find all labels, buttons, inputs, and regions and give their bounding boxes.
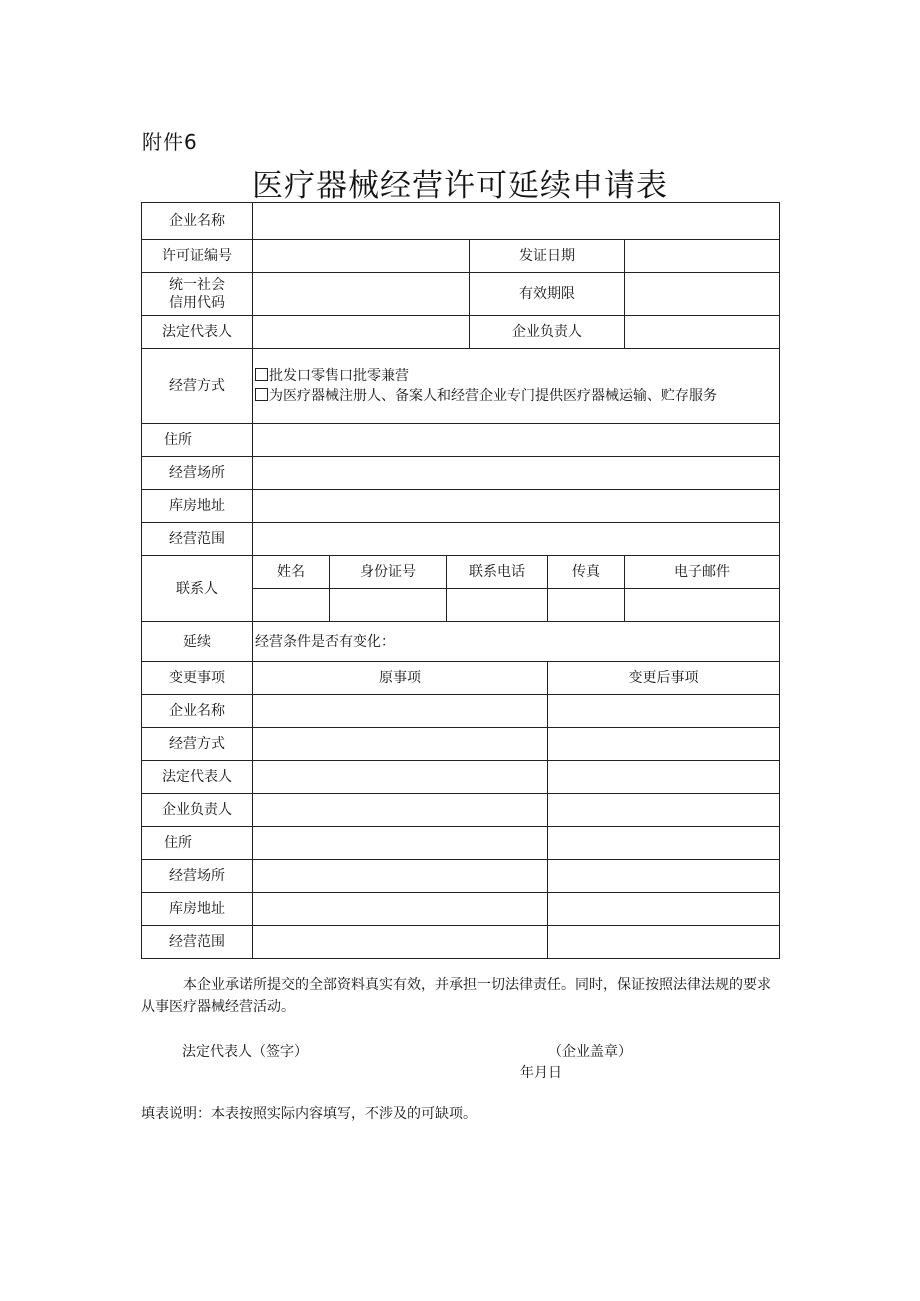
change-row (142, 827, 780, 860)
input-license-no[interactable] (253, 240, 470, 273)
change-new-business-premises[interactable] (548, 860, 780, 893)
input-residence[interactable] (253, 424, 780, 457)
pledge-statement: 本企业承诺所提交的全部资料真实有效，并承担一切法律责任。同时，保证按照法律法规的要求从事医疗器械经营活动。 (141, 977, 771, 1015)
row-legal-rep (142, 316, 780, 349)
change-row (142, 761, 780, 794)
change-new-person-in-charge[interactable] (548, 794, 780, 827)
renewal-question[interactable]: 经营条件是否有变化： (253, 622, 780, 662)
input-business-scope[interactable] (253, 523, 780, 556)
contact-header-fax: 传真 (548, 556, 625, 589)
row-business-mode (142, 349, 780, 424)
row-change-headers (142, 662, 780, 695)
contact-header-email: 电子邮件 (625, 556, 780, 589)
change-original-legal-rep[interactable] (253, 761, 548, 794)
label-change-item: 变更事项 (142, 662, 253, 695)
change-label-warehouse-address: 库房地址 (142, 893, 253, 926)
signature-date: 年月日 (520, 1065, 562, 1081)
row-residence (142, 424, 780, 457)
row-credit-code (142, 273, 780, 316)
change-label-business-mode: 经营方式 (142, 728, 253, 761)
row-renewal (142, 622, 780, 662)
change-new-residence[interactable] (548, 827, 780, 860)
change-row (142, 893, 780, 926)
input-issue-date[interactable] (625, 240, 780, 273)
change-row (142, 695, 780, 728)
change-new-warehouse-address[interactable] (548, 893, 780, 926)
filling-instructions: 填表说明：本表按照实际内容填写，不涉及的可缺项。 (141, 1106, 477, 1122)
change-new-company-name[interactable] (548, 695, 780, 728)
attachment-label: 附件6 (142, 130, 198, 154)
label-credit-code-line1: 统一社会 (169, 277, 225, 293)
label-business-scope: 经营范围 (142, 523, 253, 556)
mode-option-line2-text: 为医疗器械注册人、备案人和经营企业专门提供医疗器械运输、贮存服务 (269, 388, 717, 404)
change-original-residence[interactable] (253, 827, 548, 860)
company-seal: （企业盖章） (548, 1044, 632, 1060)
label-license-no: 许可证编号 (142, 240, 253, 273)
change-new-business-mode[interactable] (548, 728, 780, 761)
mode-option-line2[interactable] (255, 386, 777, 406)
change-row (142, 794, 780, 827)
change-original-business-mode[interactable] (253, 728, 548, 761)
label-legal-rep: 法定代表人 (142, 316, 253, 349)
label-residence: 住所 (142, 424, 253, 457)
label-valid-period: 有效期限 (470, 273, 625, 316)
label-renewal: 延续 (142, 622, 253, 662)
input-contact-name[interactable] (253, 589, 330, 622)
change-original-person-in-charge[interactable] (253, 794, 548, 827)
input-valid-period[interactable] (625, 273, 780, 316)
row-business-scope (142, 523, 780, 556)
row-contact-headers (142, 556, 780, 589)
business-mode-options (253, 349, 780, 424)
row-license-no (142, 240, 780, 273)
change-original-business-scope[interactable] (253, 926, 548, 959)
change-original-company-name[interactable] (253, 695, 548, 728)
row-warehouse-address (142, 490, 780, 523)
checkbox-wholesale[interactable] (255, 368, 268, 381)
label-contact: 联系人 (142, 556, 253, 622)
legal-rep-signature: 法定代表人（签字） (182, 1044, 308, 1060)
input-person-in-charge[interactable] (625, 316, 780, 349)
header-changed-item: 变更后事项 (548, 662, 780, 695)
label-warehouse-address: 库房地址 (142, 490, 253, 523)
label-business-premises: 经营场所 (142, 457, 253, 490)
header-original-item: 原事项 (253, 662, 548, 695)
mode-option-line1-text: 批发口零售口批零兼营 (269, 368, 409, 384)
change-label-business-scope: 经营范围 (142, 926, 253, 959)
change-row (142, 926, 780, 959)
label-business-mode: 经营方式 (142, 349, 253, 424)
application-form-table (141, 202, 780, 959)
change-label-company-name: 企业名称 (142, 695, 253, 728)
input-contact-id[interactable] (330, 589, 447, 622)
input-credit-code[interactable] (253, 273, 470, 316)
change-label-business-premises: 经营场所 (142, 860, 253, 893)
input-warehouse-address[interactable] (253, 490, 780, 523)
checkbox-logistics-service[interactable] (255, 388, 268, 401)
mode-option-line1[interactable] (255, 366, 777, 386)
form-title: 医疗器械经营许可延续申请表 (252, 168, 668, 204)
row-business-premises (142, 457, 780, 490)
label-issue-date: 发证日期 (470, 240, 625, 273)
contact-header-name: 姓名 (253, 556, 330, 589)
contact-header-phone: 联系电话 (447, 556, 548, 589)
label-credit-code-line2: 信用代码 (169, 295, 225, 311)
input-company-name[interactable] (253, 203, 780, 240)
label-company-name: 企业名称 (142, 203, 253, 240)
change-original-warehouse-address[interactable] (253, 893, 548, 926)
change-new-legal-rep[interactable] (548, 761, 780, 794)
change-row (142, 860, 780, 893)
change-new-business-scope[interactable] (548, 926, 780, 959)
input-contact-fax[interactable] (548, 589, 625, 622)
change-original-business-premises[interactable] (253, 860, 548, 893)
input-contact-email[interactable] (625, 589, 780, 622)
change-label-legal-rep: 法定代表人 (142, 761, 253, 794)
change-row (142, 728, 780, 761)
label-credit-code (142, 273, 253, 316)
input-legal-rep[interactable] (253, 316, 470, 349)
change-label-person-in-charge: 企业负责人 (142, 794, 253, 827)
input-contact-phone[interactable] (447, 589, 548, 622)
label-person-in-charge: 企业负责人 (470, 316, 625, 349)
row-company-name (142, 203, 780, 240)
contact-header-id: 身份证号 (330, 556, 447, 589)
change-label-residence: 住所 (142, 827, 253, 860)
input-business-premises[interactable] (253, 457, 780, 490)
